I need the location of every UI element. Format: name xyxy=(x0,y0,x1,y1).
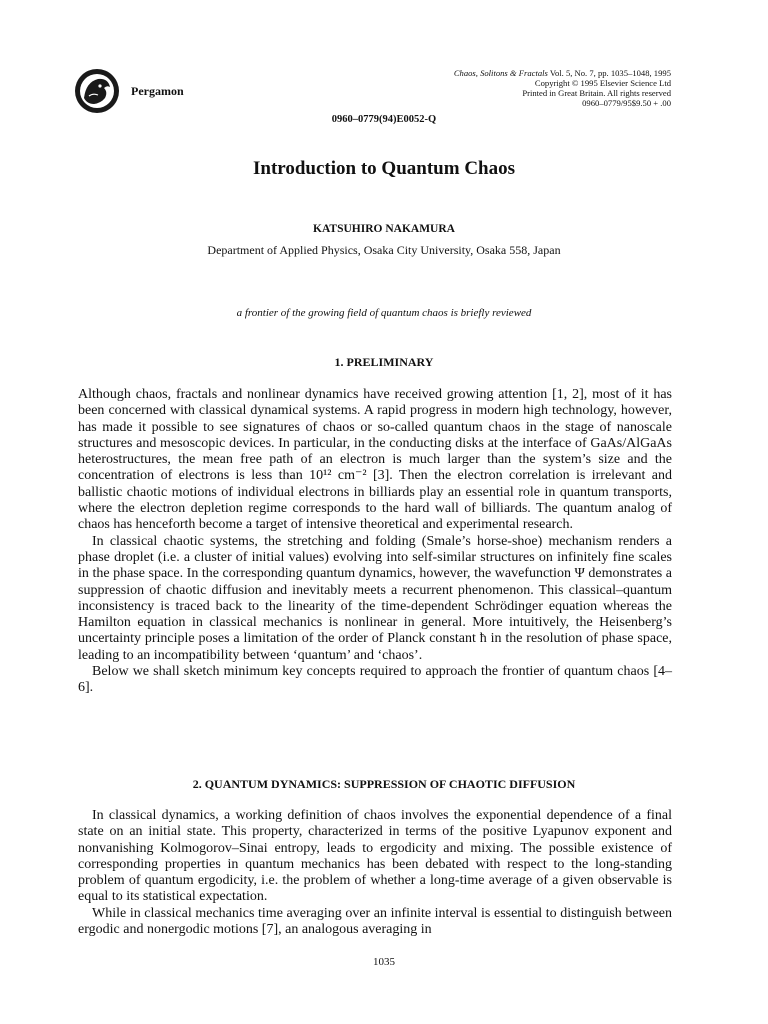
paragraph: While in classical mechanics time averaging over an infinite interval is essential to distinguish between ergodic and nonergodic motions [7], an analogous averaging in xyxy=(78,905,672,938)
paragraph: In classical chaotic systems, the stretching and folding (Smale’s horse-shoe) mechanism renders a phase droplet (i.e. a cluster of initial values) evolving into self-similar structures on infinitely fine scales in the phase space. In the corresponding quantum dynamics, however, the wavefunction Ψ demonstrates a suppression of chaotic diffusion and inevitably meets a recurrent phenomenon. This classical–quantum inconsistency is traced back to the linearity of the time-dependent Schrödinger equation whereas the Hamilton equation in classical mechanics is nonlinear in general. More intuitively, the Heisenberg’s uncertainty principle poses a limitation of the order of Planck constant ħ in the resolution of phase space, leading to an incompatibility between ‘quantum’ and ‘chaos’. xyxy=(78,533,672,663)
paragraph: Below we shall sketch minimum key concepts required to approach the frontier of quantum chaos [4–6]. xyxy=(78,664,672,696)
abstract: a frontier of the growing field of quantum chaos is briefly reviewed xyxy=(236,307,532,319)
printed-line: Printed in Great Britain. All rights reserved xyxy=(522,88,671,98)
journal-citation xyxy=(351,68,671,108)
section-body xyxy=(78,808,672,938)
article-code: 0960–0779(94)E0052-Q xyxy=(331,114,437,125)
pergamon-logo xyxy=(74,68,120,114)
paragraph: In classical dynamics, a working definition of chaos involves the exponential dependence of a final state on an initial state. This property, characterized in terms of the positive Lyapunov exponent and nonvanishing Kolmogorov–Sinai entropy, leads to ergodicity and mixing. The possible existence of corresponding properties in quantum mechanics has been debated with respect to the long-standing problem of quantum ergodicity, i.e. the problem of whether a long-time average of a given observable is equal to its statistical expectation. xyxy=(78,808,672,905)
section-body xyxy=(78,387,672,697)
publisher-name: Pergamon xyxy=(131,84,184,98)
price-line: 0960–0779/95$9.50 + .00 xyxy=(582,98,671,108)
volume-info: Vol. 5, No. 7, pp. 1035–1048, 1995 xyxy=(549,68,671,78)
author-name: KATSUHIRO NAKAMURA xyxy=(313,223,455,235)
section-heading: 2. QUANTUM DYNAMICS: SUPPRESSION OF CHAOTIC DIFFUSION xyxy=(192,777,576,791)
journal-name: Chaos, Solitons & Fractals xyxy=(453,68,548,78)
section-heading: 1. PRELIMINARY xyxy=(334,355,434,369)
copyright-line: Copyright © 1995 Elsevier Science Ltd xyxy=(534,78,671,88)
paragraph: Although chaos, fractals and nonlinear dynamics have received growing attention [1, 2], most of it has been concerned with classical dynamical systems. A rapid progress in modern high technology, however, has made it possible to see signatures of chaos or so-called quantum chaos in the stage of nanoscale structures and mesoscopic devices. In particular, in the conducting disks at the interface of GaAs/AlGaAs heterostructures, the mean free path of an electron is much larger than the system’s size and the concentration of electrons is less than 10¹² cm⁻² [3]. Then the electron correlation is irrelevant and ballistic chaotic motions of individual electrons in billiards play an essential role in quantum transports, where the electron depletion regime corresponds to the hard wall of billiards. The quantum analog of chaos has henceforth become a target of intensive theoretical and experimental research. xyxy=(78,387,672,533)
article-title: Introduction to Quantum Chaos xyxy=(252,158,515,179)
author-affiliation: Department of Applied Physics, Osaka City University, Osaka 558, Japan xyxy=(207,243,561,257)
page-number: 1035 xyxy=(373,956,395,968)
